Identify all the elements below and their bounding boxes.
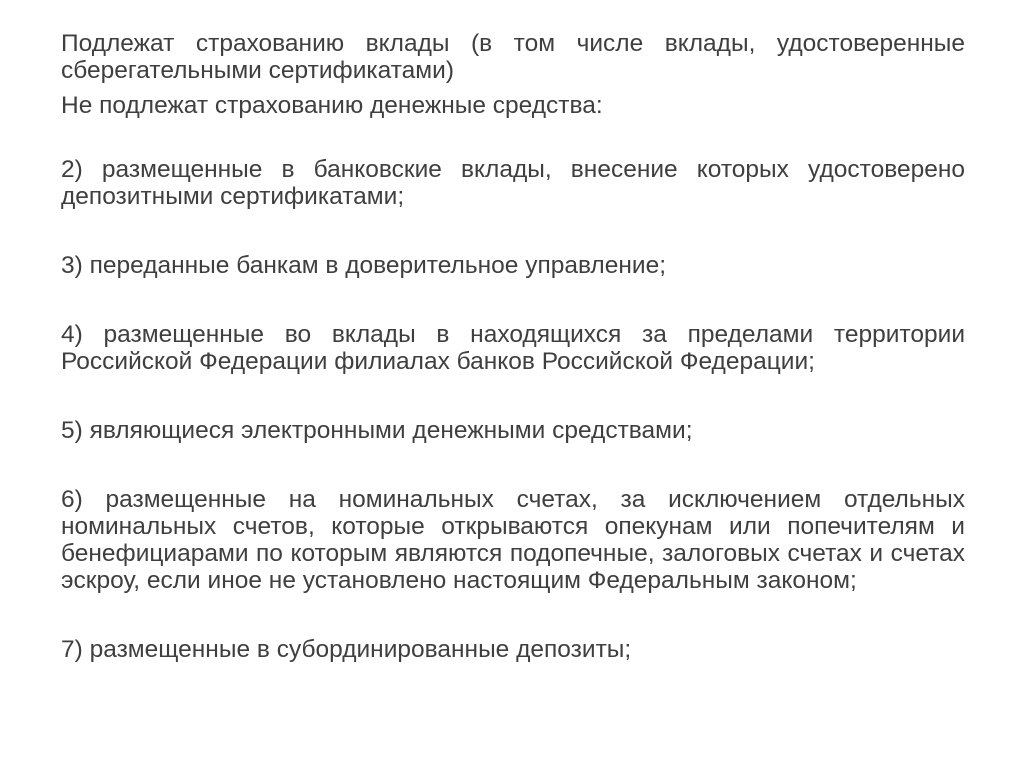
list-item: 5) являющиеся электронными денежными средствами; [61, 417, 693, 444]
list-item: 3) переданные банкам в доверительное управление; [61, 252, 666, 279]
intro-not-insured-text: Не подлежат страхованию денежные средства: [61, 92, 603, 119]
list-item: 4) размещенные во вклады в находящихся за пределами территории Российской Федерации филиалах банков Российской Федерации; [61, 321, 965, 375]
intro-insured-text: Подлежат страхованию вклады (в том числе вклады, удостоверенные сберегательными сертификатами) [61, 30, 965, 84]
list-item: 2) размещенные в банковские вклады, внесение которых удостоверено депозитными сертификатами; [61, 156, 965, 210]
list-item: 7) размещенные в субординированные депозиты; [61, 636, 632, 663]
list-item: 6) размещенные на номинальных счетах, за исключением отдельных номинальных счетов, которые открываются опекунам или попечителям и бенефициарами по которым являются подопечные, залоговых счетах и счетах эскроу, если иное не установлено настоящим Федеральным законом; [61, 486, 965, 594]
slide-content [61, 30, 965, 663]
